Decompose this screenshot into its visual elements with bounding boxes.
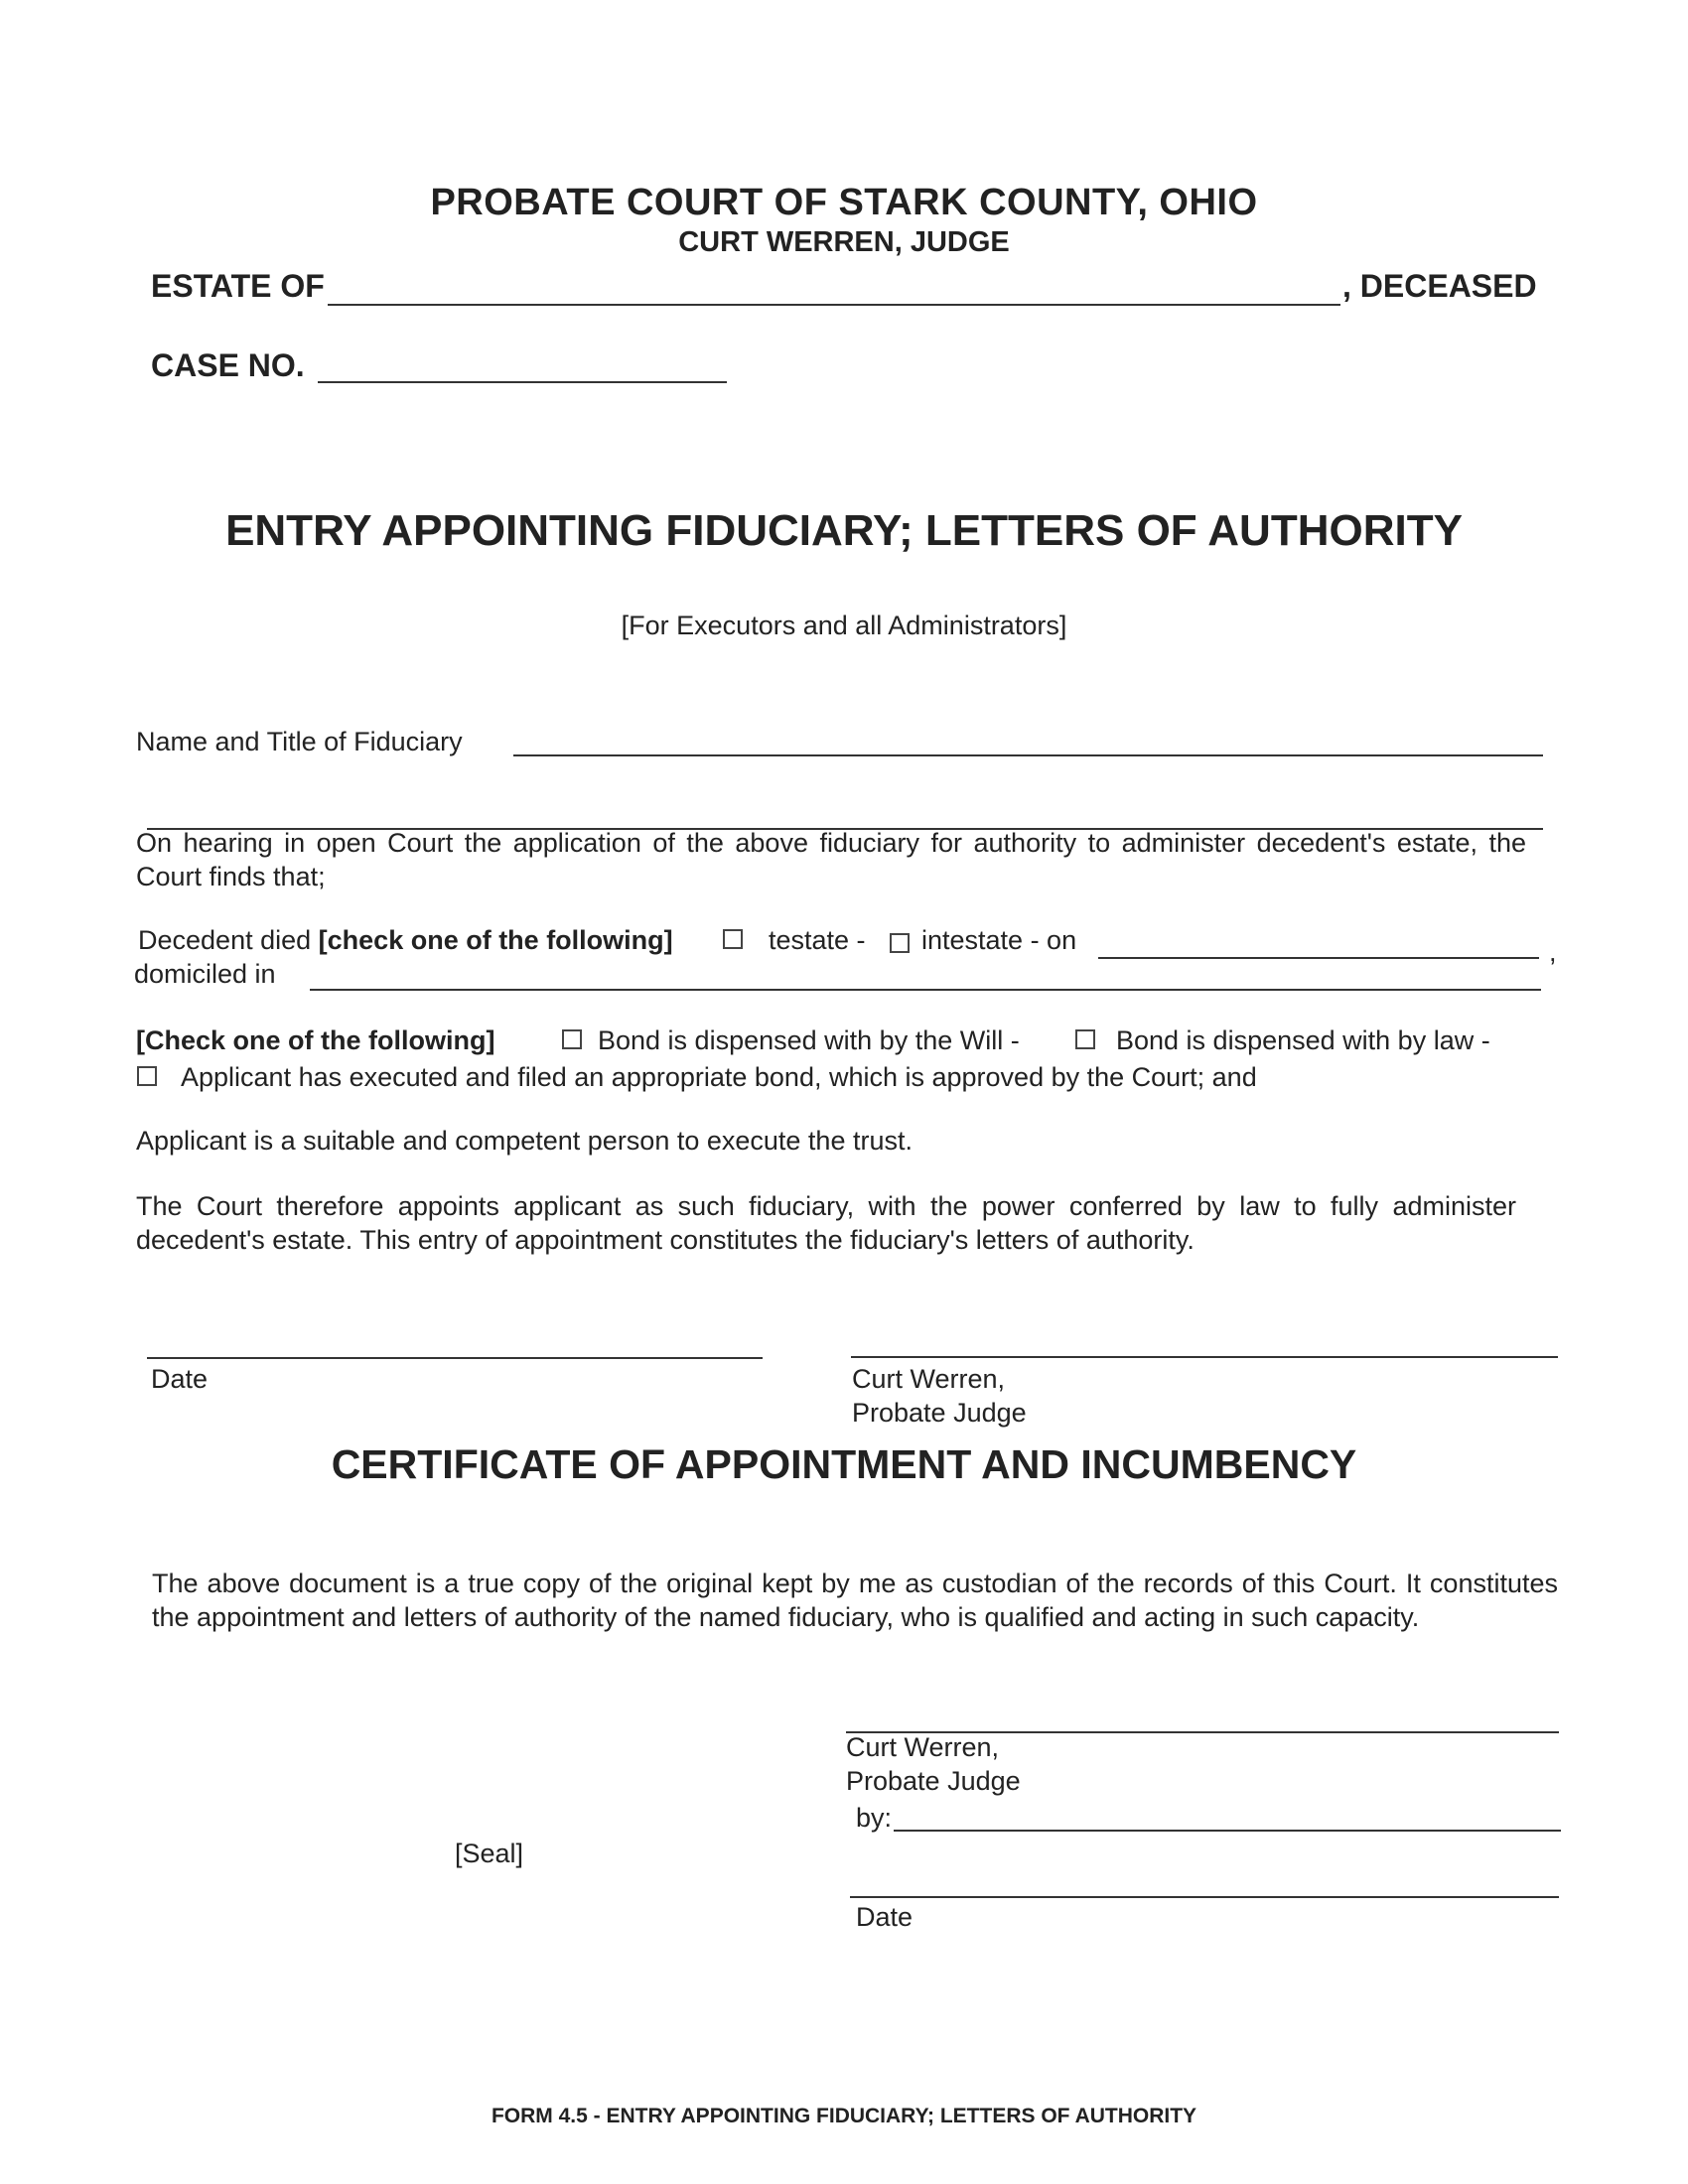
- seal-label: [Seal]: [455, 1839, 524, 1868]
- form-footer: FORM 4.5 - ENTRY APPOINTING FIDUCIARY; LETTERS OF AUTHORITY: [491, 2105, 1197, 2127]
- decedent-died-label: Decedent died [check one of the following]: [138, 925, 673, 955]
- bond-will-checkbox[interactable]: [562, 1029, 582, 1049]
- suitable-text: Applicant is a suitable and competent person to execute the trust.: [136, 1126, 913, 1156]
- appoints-paragraph: The Court therefore appoints applicant as such fiduciary, with the power conferred by law to fully administer decedent's estate. This entry of appointment constitutes the fiduciary's letters of authority.: [136, 1191, 1516, 1255]
- death-date-field[interactable]: [1098, 957, 1539, 959]
- testate-checkbox[interactable]: [723, 929, 743, 949]
- judge-name: CURT WERREN, JUDGE: [678, 226, 1010, 258]
- comma: ,: [1549, 937, 1557, 967]
- domiciled-label: domiciled in: [134, 959, 276, 989]
- deceased-label: , DECEASED: [1342, 268, 1537, 304]
- judge-signature-line[interactable]: [851, 1356, 1558, 1358]
- certificate-paragraph: The above document is a true copy of the original kept by me as custodian of the records of this Court. It constitutes the appointment and letters of authority of the named fiduciary, who is qualified and acting in such capacity.: [152, 1569, 1558, 1632]
- domicile-field[interactable]: [310, 989, 1541, 991]
- by-signature-field[interactable]: [894, 1830, 1561, 1832]
- cert-date-field[interactable]: [850, 1896, 1559, 1898]
- entry-title: ENTRY APPOINTING FIDUCIARY; LETTERS OF AUTHORITY: [225, 506, 1463, 555]
- estate-label: ESTATE OF: [151, 268, 325, 304]
- cert-sig-name: Curt Werren,: [846, 1732, 1000, 1762]
- bond-will-label: Bond is dispensed with by the Will -: [598, 1025, 1020, 1055]
- fiduciary-label: Name and Title of Fiduciary: [136, 727, 463, 756]
- estate-name-field[interactable]: [328, 304, 1340, 306]
- intestate-label: intestate - on: [921, 925, 1077, 955]
- bond-law-label: Bond is dispensed with by law -: [1116, 1025, 1490, 1055]
- testate-label: testate -: [769, 925, 866, 955]
- bond-filed-label: Applicant has executed and filed an appropriate bond, which is approved by the Court; and: [181, 1062, 1257, 1092]
- judge-sig-name: Curt Werren,: [852, 1364, 1006, 1394]
- case-no-field[interactable]: [318, 381, 727, 383]
- entry-date-label: Date: [151, 1364, 209, 1394]
- certificate-title: CERTIFICATE OF APPOINTMENT AND INCUMBENCY: [331, 1441, 1357, 1487]
- by-label: by:: [856, 1803, 893, 1833]
- check-one-label: [Check one of the following]: [136, 1025, 495, 1055]
- court-name: PROBATE COURT OF STARK COUNTY, OHIO: [430, 182, 1258, 223]
- intestate-checkbox[interactable]: [890, 933, 910, 953]
- entry-subtitle: [For Executors and all Administrators]: [621, 611, 1067, 640]
- entry-date-field[interactable]: [147, 1357, 763, 1359]
- bond-filed-checkbox[interactable]: [137, 1066, 157, 1086]
- judge-sig-title: Probate Judge: [852, 1398, 1027, 1428]
- cert-date-label: Date: [856, 1902, 914, 1932]
- hearing-paragraph: On hearing in open Court the application of the above fiduciary for authority to administer decedent's estate, the Court finds that;: [136, 828, 1526, 891]
- bond-law-checkbox[interactable]: [1075, 1029, 1095, 1049]
- cert-sig-title: Probate Judge: [846, 1766, 1021, 1796]
- fiduciary-name-field[interactable]: [513, 754, 1543, 756]
- case-no-label: CASE NO.: [151, 347, 305, 383]
